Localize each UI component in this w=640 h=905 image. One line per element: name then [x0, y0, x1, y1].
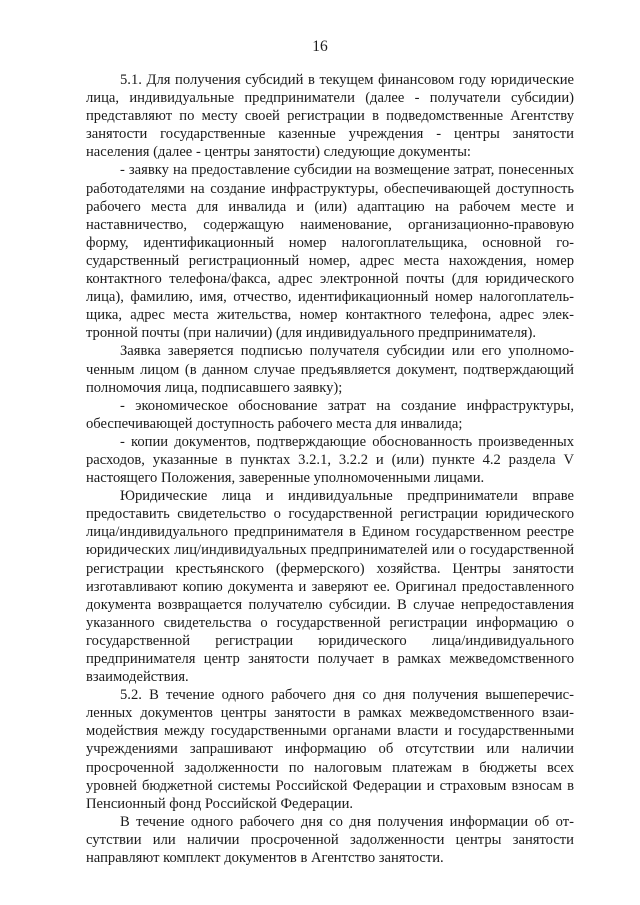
- paragraph-application-signature: Заявка заверяется подписью получателя субсидии или его уполномоченным лицом (в данном случае предъявляется документ, подтверждающий полномочия лица, подписавшего заявку);: [86, 343, 574, 396]
- list-item-economic-justification: - экономическое обоснование затрат на создание инфраструктуры, обеспечивающей доступность рабочего места для инвалида;: [86, 397, 574, 432]
- paragraph-5-1-intro: 5.1. Для получения субсидий в текущем финансовом году юридические лица, индивидуальные предприниматели (далее - получатели субсидии) представляют по месту своей регистрации в подведомственные Агентству занятости государственные казенные учреждения - центры занятости населения (далее - центры занятости) следующие документы:: [86, 72, 574, 161]
- paragraph-registration-certificate: Юридические лица и индивидуальные предприниматели вправе предоставить свидетельство о государственной регистрации юридического лица/индивидуального предпринимателя в Едином государственном реестре юридических лиц/индивидуальных предпринимателей или о государственной регистрации крестьянского (фермерского) хозяйства. Центры занятости изготавливают копию документа и заверяют ее. Оригинал предоставленного документа возвращается получателю субсидии. В случае непредоставления указанного свидетельства о государственной регистрации информацию о государственной регистрации юридического лица/индивидуального предпринимателя центр занятости получает в рамках межведомственного взаимодействия.: [86, 488, 574, 686]
- list-item-document-copies: - копии документов, подтверждающие обоснованность произведенных расходов, указанные в пунктах 3.2.1, 3.2.2 и (или) пункте 4.2 раздела V настоящего Положения, заверенные уполномоченными лицами.: [86, 433, 574, 487]
- paragraph-5-2: 5.2. В течение одного рабочего дня со дня получения вышеперечисленных документов центры занятости в рамках межведомственного взаимодействия между государственными органами власти и государственными учреждениями запрашивают информацию об отсутствии или наличии просроченной задолженности по налоговым платежам в бюджеты всех уровней бюджетной системы Российской Федерации и страховым взносам в Пенсионный фонд Российской Федерации.: [86, 687, 574, 812]
- paragraph-final: В течение одного рабочего дня со дня получения информации об отсутствии или наличии просроченной задолженности центры занятости направляют комплект документов в Агентство занятости.: [86, 813, 574, 867]
- page-number: 16: [312, 38, 328, 55]
- document-body: [86, 71, 574, 867]
- list-item-application: - заявку на предоставление субсидии на возмещение затрат, понесенных работодателями на создание инфраструктуры, обеспечивающей доступность рабочего места для инвалида и (или) адаптацию на рабочем месте и наставничество, содержащую наименование, организационно-правовую форму, идентификационный номер налогоплательщика, основной государственный регистрационный номер, адрес места нахождения, номер контактного телефона/факса, адрес электронной почты (для юридического лица), фамилию, имя, отчество, идентификационный номер налогоплательщика, адрес места жительства, номер контактного телефона, адрес электронной почты (при наличии) (для индивидуального предпринимателя).: [86, 162, 574, 342]
